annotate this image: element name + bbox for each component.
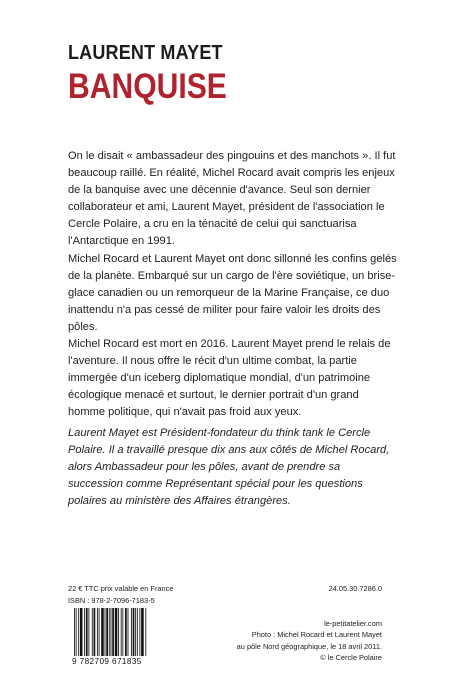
blurb-paragraph-3: Michel Rocard est mort en 2016. Laurent Mayet prend le relais de l'aventure. Il nous offre le récit d'un ultime combat, la partie immergée d'un iceberg diplomatique mondial, d'un patrimoine écologique menacé et surtout, le dernier portrait d'un grand homme politique, qui n'avait pas froid aux yeux. xyxy=(68,338,391,419)
credits-block xyxy=(237,618,382,664)
photo-credit-line-2: au pôle Nord géographique, le 18 avril 2011. xyxy=(236,641,382,651)
price-text: 22 € TTC prix valable en France xyxy=(68,584,174,593)
blurb-paragraph-1: On le disait « ambassadeur des pingouins et des manchots ». Il fut beaucoup raillé. En réalité, Michel Rocard avait compris les enjeux de la banquise avec une décennie d'avance. Seul son dernier collaborateur et ami, Laurent Mayet, président de l'association le Cercle Polaire, a cru en la ténacité de celui qui sanctuarisa l'Antarctique en 1991. xyxy=(68,150,396,248)
barcode-digits: 9 782709 671835 xyxy=(72,657,142,666)
author-name: LAURENT MAYET xyxy=(68,42,223,64)
isbn-text: ISBN : 978-2-7096-7183-5 xyxy=(68,595,155,605)
barcode-image xyxy=(72,608,174,656)
publisher-website: le-petitatelier.com xyxy=(324,619,382,628)
internal-code: 24.05.30.7286.0 xyxy=(328,584,382,593)
book-title: BANQUISE xyxy=(68,67,227,106)
blurb-paragraph-2: Michel Rocard et Laurent Mayet ont donc sillonné les confins gelés de la planète. Embarqué sur un cargo de l'ère soviétique, un brise-glace canadien ou un remorqueur de la Marine Française, ce duo inattendu n'a pas cessé de militer pour faire valoir les droits des pôles. xyxy=(68,252,397,333)
barcode-block xyxy=(72,608,174,666)
photo-credit-line-1: Photo : Michel Rocard et Laurent Mayet xyxy=(251,630,382,640)
price-block xyxy=(68,583,173,606)
photo-credit-line-3: © le Cercle Polaire xyxy=(320,653,382,663)
blurb-text xyxy=(68,148,398,422)
author-bio: Laurent Mayet est Président-fondateur du think tank le Cercle Polaire. Il a travaillé presque dix ans aux côtés de Michel Rocard, alors Ambassadeur pour les pôles, avant de prendre sa succession comme Représentant spécial pour les questions polaires au ministère des Affaires étrangères. xyxy=(68,427,390,508)
